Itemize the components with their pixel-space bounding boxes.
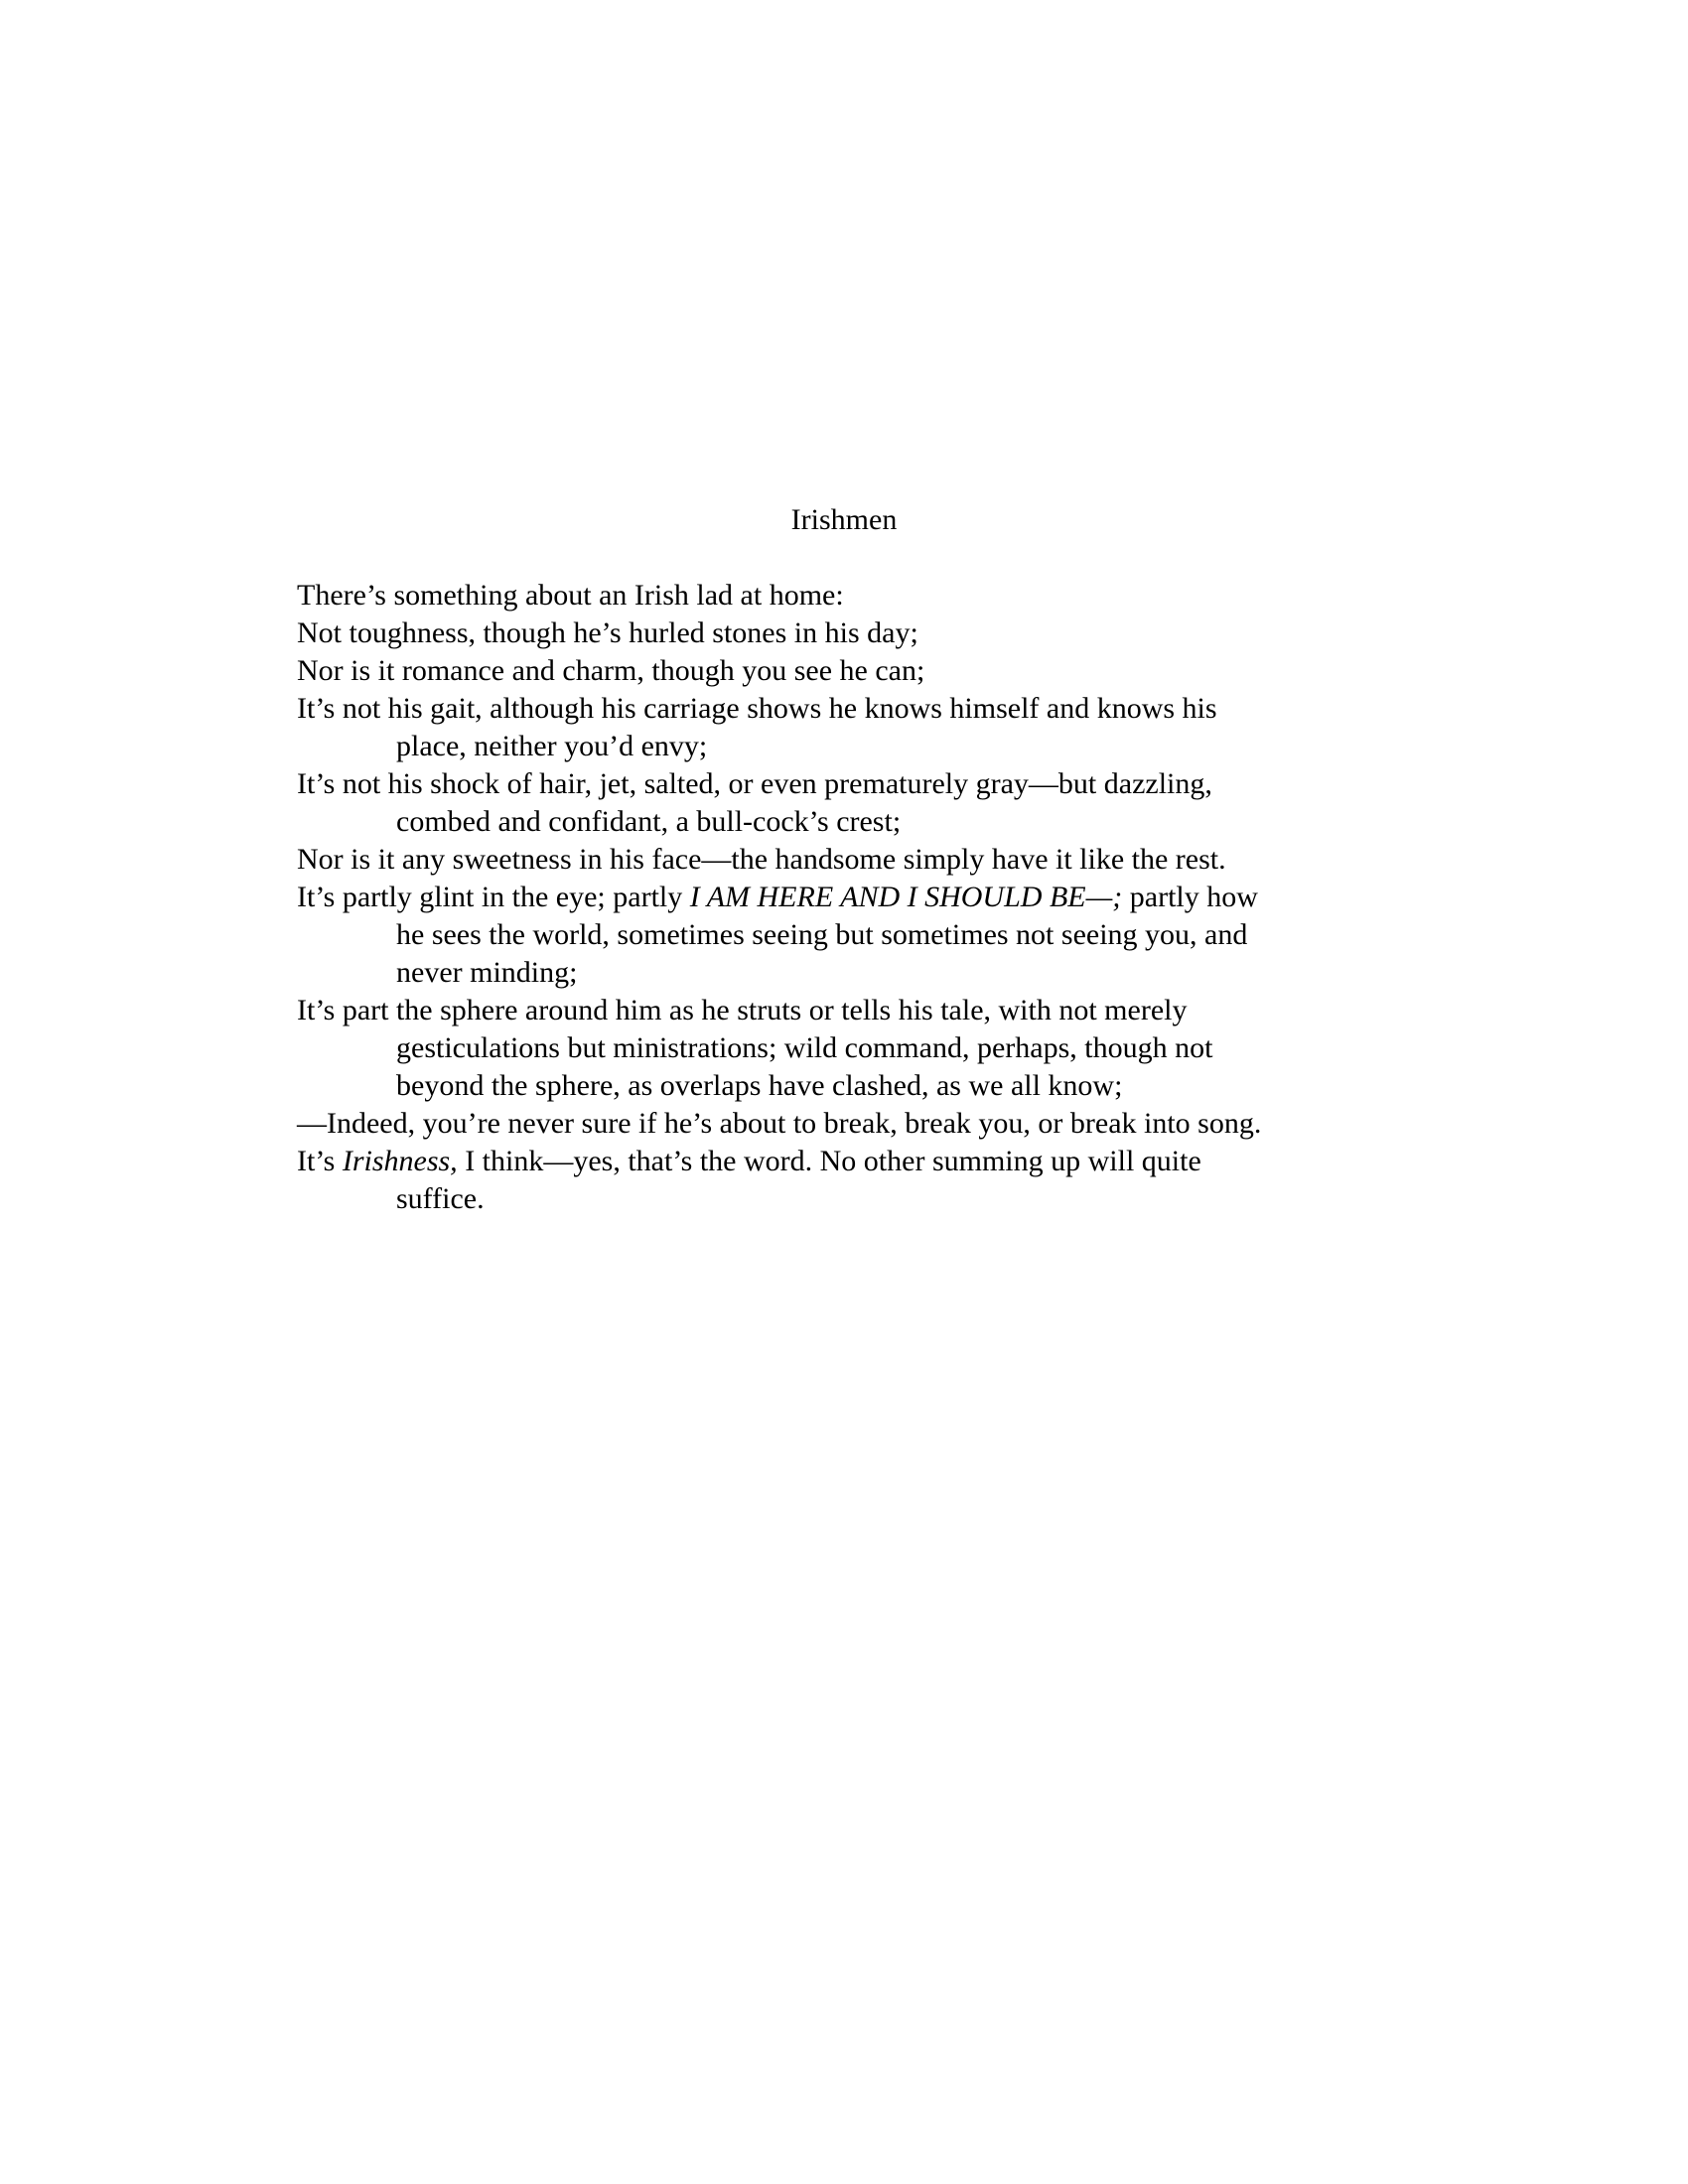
poem-line (297, 879, 1409, 916)
poem-title: Irishmen (790, 503, 898, 536)
poem-line: Nor is it any sweetness in his face—the handsome simply have it like the rest. (297, 843, 1226, 876)
poem-text: It’s (297, 1145, 343, 1177)
poem-line-continuation: beyond the sphere, as overlaps have clashed, as we all know; (396, 1069, 1123, 1102)
poem-line: There’s something about an Irish lad at home: (297, 579, 844, 612)
poem-line-continuation: place, neither you’d envy; (396, 730, 708, 762)
poem-line: Not toughness, though he’s hurled stones in his day; (297, 616, 918, 649)
poem-line (297, 1143, 1409, 1180)
poem-body (297, 577, 1409, 1218)
poem-text: partly how (1122, 881, 1258, 913)
poem-text: I think—yes, that’s the word. No other summing up will quite (457, 1145, 1201, 1177)
poem-italic-text: I AM HERE AND I SHOULD BE—; (689, 881, 1123, 913)
poem-text: It’s partly glint in the eye; partly (297, 881, 690, 913)
poem-italic-text: Irishness, (342, 1145, 458, 1177)
poem-line-continuation: he sees the world, sometimes seeing but sometimes not seeing you, and (396, 918, 1248, 951)
poem-line-continuation: gesticulations but ministrations; wild command, perhaps, though not (396, 1031, 1213, 1064)
poem-line: It’s part the sphere around him as he struts or tells his tale, with not merely (297, 994, 1188, 1026)
poem-line: It’s not his gait, although his carriage shows he knows himself and knows his (297, 692, 1217, 725)
poem-line-continuation: never minding; (396, 956, 578, 989)
poem-line: It’s not his shock of hair, jet, salted, or even prematurely gray—but dazzling, (297, 767, 1212, 800)
poem-line: —Indeed, you’re never sure if he’s about to break, break you, or break into song. (297, 1107, 1262, 1140)
poem-line-continuation: suffice. (396, 1182, 485, 1215)
poem-line: Nor is it romance and charm, though you see he can; (297, 654, 925, 687)
poem-line-continuation: combed and confidant, a bull-cock’s crest; (396, 805, 902, 838)
